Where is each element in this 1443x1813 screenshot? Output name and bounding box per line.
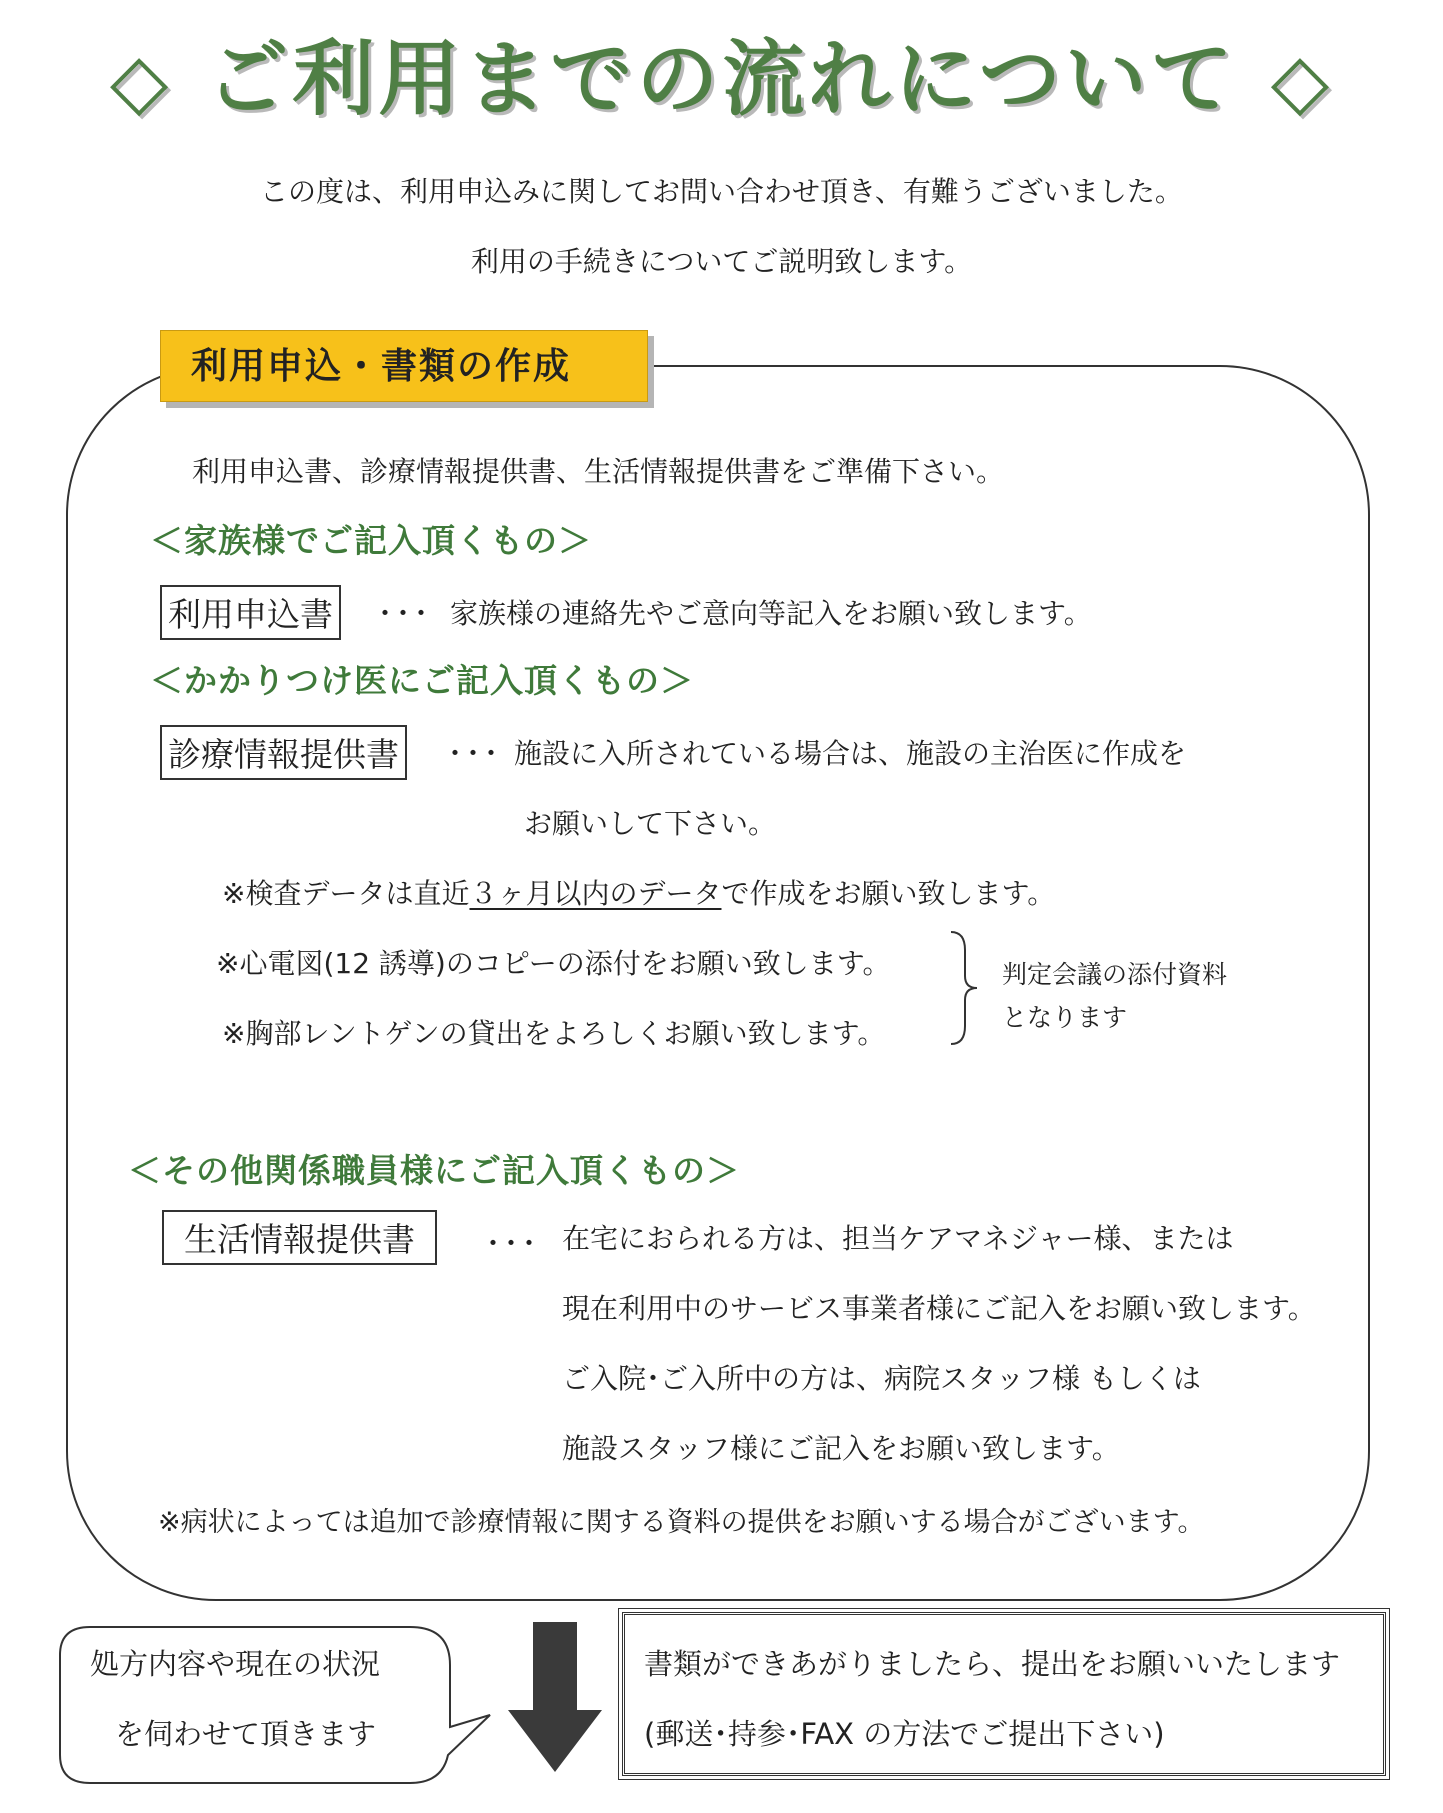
others-desc-line-4: 施設スタッフ様にご記入をお願い致します。 [562, 1432, 1120, 1465]
intro-line-1: この度は、利用申込みに関してお問い合わせ頂き、有難うございました。 [260, 175, 1183, 208]
doctor-heading: ＜かかりつけ医にご記入頂くもの＞ [150, 661, 694, 700]
footnote: ※病状によっては追加で診療情報に関する資料の提供をお願いする場合がございます。 [158, 1507, 1205, 1538]
doctor-desc-line-2: お願いして下さい。 [524, 807, 777, 840]
section-lead: 利用申込書、診療情報提供書、生活情報提供書をご準備下さい。 [192, 455, 1005, 488]
balloon-line-1: 処方内容や現在の状況 [90, 1647, 381, 1681]
others-heading: ＜その他関係職員様にご記入頂くもの＞ [128, 1151, 740, 1190]
doctor-note-1-pre: ※検査データは直近 [222, 877, 470, 910]
bracket-note-line-2: となります [1002, 1003, 1128, 1032]
doctor-note-1 [222, 872, 1055, 912]
doctor-dots: ･･･ [448, 737, 503, 770]
others-desc-line-1: 在宅におられる方は、担当ケアマネジャー様、または [562, 1222, 1234, 1255]
application-form-label: 利用申込書 [160, 585, 341, 640]
doctor-note-2: ※心電図(12 誘導)のコピーの添付をお願い致します。 [216, 947, 891, 980]
submit-line-1: 書類ができあがりましたら、提出をお願いいたします [644, 1647, 1341, 1681]
submit-line-2: (郵送･持参･FAX の方法でご提出下さい) [644, 1717, 1165, 1751]
page-title [0, 14, 1443, 131]
page-title-text: ご利用までの流れについて [206, 32, 1237, 127]
section-banner: 利用申込・書類の作成 [160, 330, 648, 402]
doctor-desc-line-1: 施設に入所されている場合は、施設の主治医に作成を [514, 737, 1187, 770]
intro-line-2: 利用の手続きについてご説明致します。 [470, 245, 973, 278]
others-desc-line-3: ご入院･ご入所中の方は、病院スタッフ様 もしくは [562, 1362, 1201, 1395]
doctor-note-3: ※胸部レントゲンの貸出をよろしくお願い致します。 [222, 1017, 886, 1050]
family-dots: ･･･ [378, 597, 433, 630]
doctor-note-1-underlined: ３ヶ月以内のデータ [469, 877, 722, 910]
down-arrow-icon [500, 1622, 610, 1782]
family-desc: 家族様の連絡先やご意向等記入をお願い致します。 [450, 597, 1092, 630]
life-info-form-label: 生活情報提供書 [162, 1210, 437, 1265]
curly-brace-icon [945, 928, 985, 1048]
doctor-note-1-post: で作成をお願い致します。 [721, 877, 1056, 910]
balloon-line-2: を伺わせて頂きます [115, 1717, 377, 1751]
bracket-note-line-1: 判定会議の添付資料 [1002, 960, 1228, 989]
family-heading: ＜家族様でご記入頂くもの＞ [150, 521, 592, 560]
diamond-left-icon: ◇ [109, 36, 173, 125]
others-desc-line-2: 現在利用中のサービス事業者様にご記入をお願い致します。 [562, 1292, 1316, 1325]
others-dots: ･･･ [486, 1227, 541, 1260]
medical-info-form-label: 診療情報提供書 [160, 725, 407, 780]
diamond-right-icon: ◇ [1270, 36, 1334, 125]
